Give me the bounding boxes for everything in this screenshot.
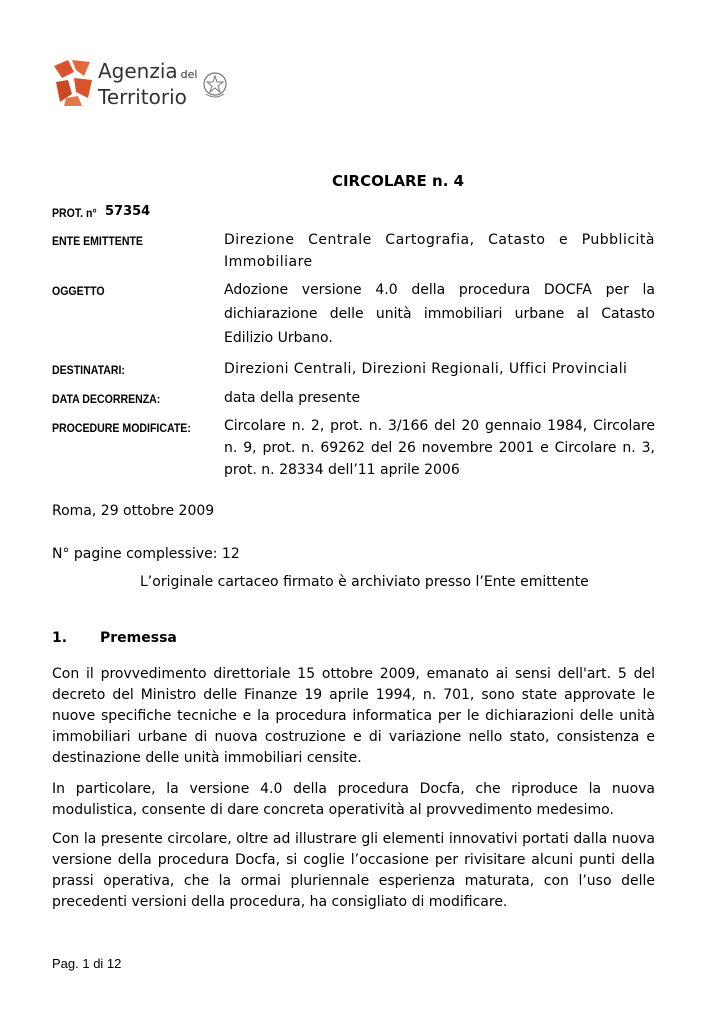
archive-line: L’originale cartaceo firmato è archiviato presso l’Ente emittente: [140, 574, 589, 590]
agency-logo: [52, 58, 252, 108]
prot-label: PROT. n°: [52, 206, 97, 220]
logo-line-2: Territorio: [98, 85, 187, 109]
oggetto-value: Adozione versione 4.0 della procedura DOCFA per la dichiarazione delle unità immobiliari urbane al Catasto Edilizio Urbano.: [224, 282, 655, 346]
document-title: CIRCOLARE n. 4: [331, 172, 465, 190]
prot-number: 57354: [105, 204, 151, 219]
agency-logo-mark-icon: [52, 58, 94, 106]
ente-label: ENTE EMITTENTE: [52, 234, 143, 248]
page-footer: Pag. 1 di 12: [52, 956, 122, 971]
pages-line: N° pagine complessive: 12: [52, 546, 240, 562]
paragraph-1: Con il provvedimento direttoriale 15 ottobre 2009, emanato ai sensi dell'art. 5 del decreto del Ministro delle Finanze 19 aprile 1994, n. 701, sono state approvate le nuove specifiche tecniche e la procedura informatica per le dichiarazioni delle unità immobiliari urbane di nuova costruzione e di variazione nello stato, consistenza e destinazione delle unità immobiliari censite.: [52, 666, 655, 766]
section-number: 1.: [52, 630, 68, 646]
section-heading: [52, 630, 177, 646]
ente-value: Direzione Centrale Cartografia, Catasto e Pubblicità Immobiliare: [224, 232, 655, 270]
logo-del: del: [180, 68, 198, 81]
paragraph-3: Con la presente circolare, oltre ad illustrare gli elementi innovativi portati dalla nuova versione della procedura Docfa, si coglie l’occasione per rivisitare alcuni punti della prassi operativa, che la ormai pluriennale esperienza maturata, con l’uso delle precedenti versioni della procedura, ha consigliato di modificare.: [52, 831, 655, 910]
section-title: Premessa: [100, 630, 177, 646]
date-line: Roma, 29 ottobre 2009: [52, 503, 215, 519]
decorrenza-value: data della presente: [224, 390, 361, 406]
republic-emblem-icon: [202, 70, 228, 100]
agency-logo-text: [98, 60, 197, 108]
destinatari-label: DESTINATARI:: [52, 363, 125, 377]
logo-line-1: Agenzia: [98, 59, 178, 83]
procedure-value: Circolare n. 2, prot. n. 3/166 del 20 gennaio 1984, Circolare n. 9, prot. n. 69262 del 26 novembre 2001 e Circolare n. 3, prot. n. 28334 dell’11 aprile 2006: [224, 418, 655, 478]
decorrenza-label: DATA DECORRENZA:: [52, 392, 161, 406]
paragraph-2: In particolare, la versione 4.0 della procedura Docfa, che riproduce la nuova modulistica, consente di dare concreta operatività al provvedimento medesimo.: [52, 781, 655, 818]
procedure-label: PROCEDURE MODIFICATE:: [52, 421, 191, 435]
destinatari-value: Direzioni Centrali, Direzioni Regionali, Uffici Provinciali: [224, 361, 628, 377]
oggetto-label: OGGETTO: [52, 284, 105, 298]
